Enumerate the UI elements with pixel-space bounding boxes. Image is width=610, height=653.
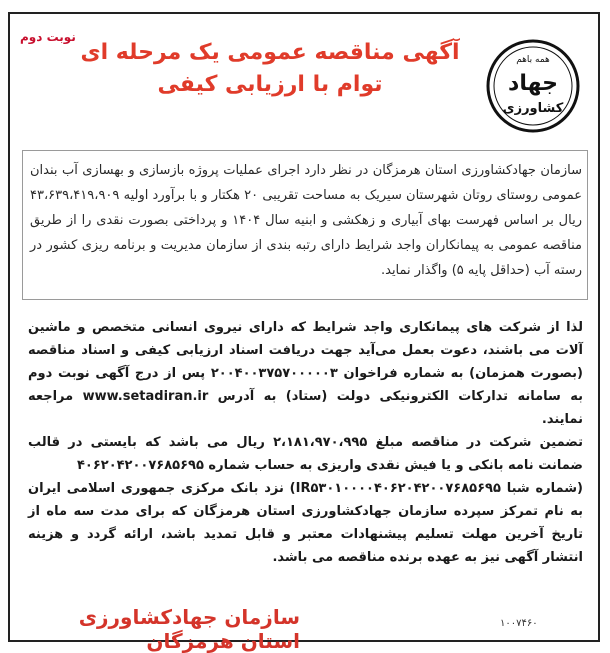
title-line-2: توام با ارزیابی کیفی — [157, 72, 383, 97]
notice-title — [60, 38, 480, 102]
logo-text-top: همه باهم — [516, 55, 550, 65]
title-line-1: آگهی مناقصه عمومی یک مرحله ای — [80, 40, 460, 65]
logo-text-bottom: کشاورزی — [502, 101, 564, 116]
organization-signature: سازمان جهادکشاورزی استان هرمزگان — [78, 605, 300, 653]
notice-body — [28, 316, 583, 569]
body-paragraph-sheba: (شماره شبا IR۵۳۰۱۰۰۰۰۴۰۶۲۰۴۲۰۰۷۶۸۵۶۹۵) نزد بانک مرکزی جمهوری اسلامی ایران به نام تمرکز سپرده سازمان جهادکشاورزی استان هرمزگان که برای مدت سه ماه از تاریخ آخرین مهلت تسلیم پیشنهادات معتبر و قابل تمدید باشد، ارائه گردد و هزینه انتشار آگهی نیز به عهده برنده مناقصه می باشد. — [28, 481, 583, 565]
body-paragraph-guarantee: تضمین شرکت در مناقصه مبلغ ۲،۱۸۱،۹۷۰،۹۹۵ ریال می باشد که بایستی در قالب ضمانت نامه بانکی و یا فیش نقدی واریزی به حساب شماره ۴۰۶۲۰۴۲۰۰۷۶۸۵۶۹۵ — [28, 435, 583, 473]
notice-code: ۱۰۰۷۴۶۰ — [500, 618, 538, 629]
body-paragraph-invitation: لذا از شرکت های پیمانکاری واجد شرایط که دارای نیروی انسانی متخصص و ماشین آلات می باشند، دعوت بعمل می‌آید جهت دریافت اسناد ارزیابی کیفی و اسناد مناقصه (بصورت همزمان) به شماره فراخوان ۲۰۰۴۰۰۳۷۵۷۰۰۰۰۰۳ پس از درج آگهی نوبت دوم به سامانه تدارکات الکترونیکی دولت (ستاد) به آدرس www.setadiran.ir مراجعه نمایند. — [28, 320, 583, 427]
logo-text-main: جهاد — [508, 71, 558, 96]
intro-paragraph: سازمان جهادکشاورزی استان هرمزگان در نظر دارد اجرای عملیات پروژه بازسازی و بهسازی آب بندان عمومی روستای روتان شهرستان سیریک به مساحت تقریبی ۲۰ هکتار و با برآورد اولیه ۴۳،۶۳۹،۴۱۹،۹۰۹ ریال بر اساس فهرست بهای آبیاری و زهکشی و ابنیه سال ۱۴۰۴ و پرداختی بصورت نقدی را از طریق مناقصه عمومی به پیمانکاران واجد شرایط دارای رتبه بندی از سازمان مدیریت و برنامه ریزی کشور در رسته آب (حداقل پایه ۵) واگذار نماید. — [30, 163, 583, 278]
round-label: نوبت دوم — [20, 30, 76, 44]
jihad-keshavarzi-logo — [485, 38, 581, 134]
